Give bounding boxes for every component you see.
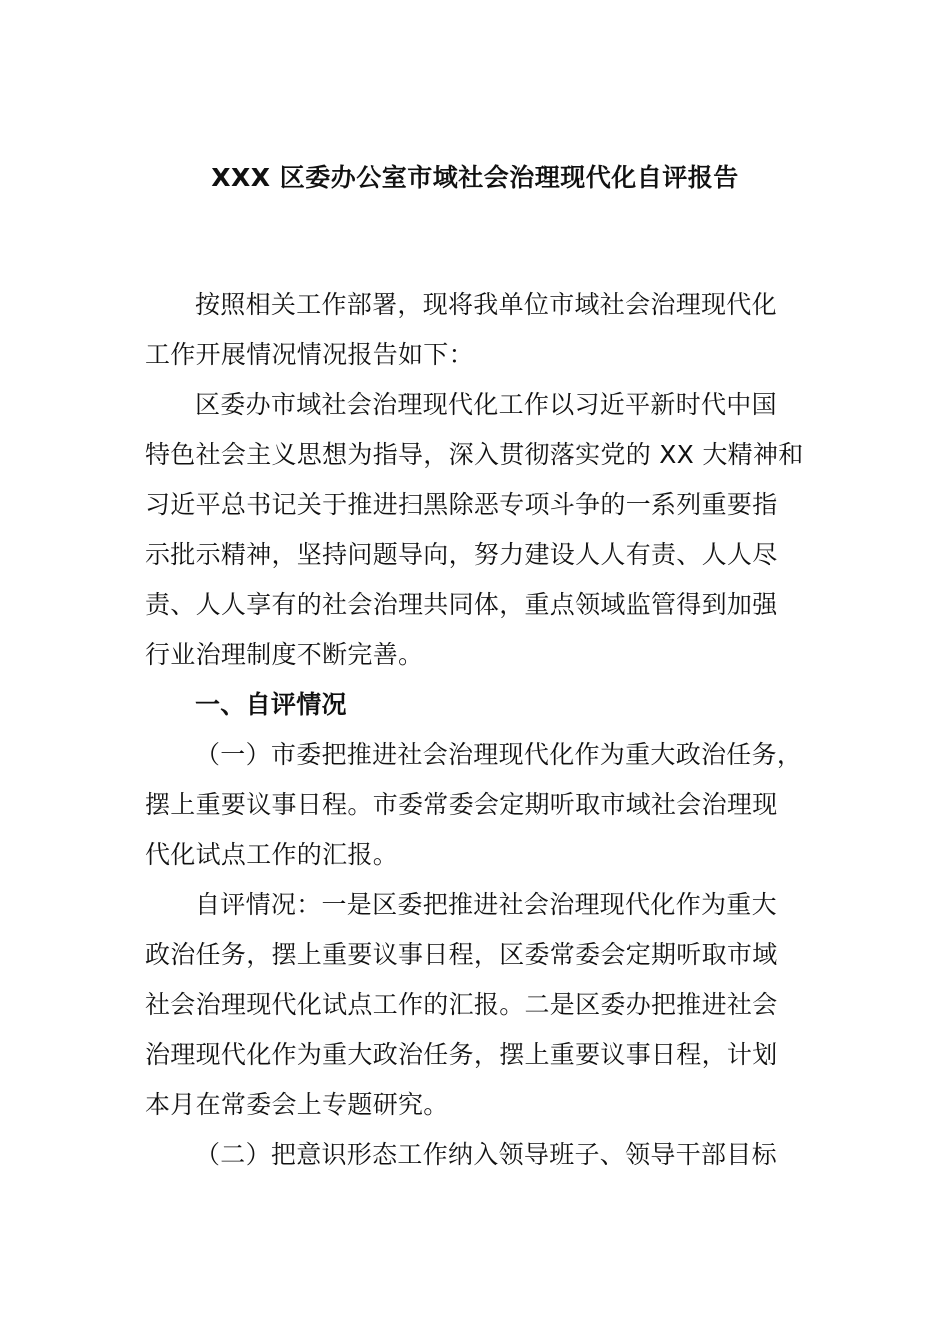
paragraph-line: 自评情况：一是区委把推进社会治理现代化作为重大 bbox=[195, 890, 777, 919]
section-heading: 一、自评情况 bbox=[195, 690, 347, 719]
paragraph-line: 责、人人享有的社会治理共同体，重点领域监管得到加强 bbox=[145, 590, 778, 619]
paragraph-line: 工作开展情况情况报告如下： bbox=[145, 340, 474, 369]
paragraph-line: 社会治理现代化试点工作的汇报。二是区委办把推进社会 bbox=[145, 990, 778, 1019]
paragraph-line: 示批示精神，坚持问题导向，努力建设人人有责、人人尽 bbox=[145, 540, 778, 569]
paragraph-line: 区委办市域社会治理现代化工作以习近平新时代中国 bbox=[195, 390, 777, 419]
paragraph-line: 按照相关工作部署，现将我单位市域社会治理现代化 bbox=[195, 290, 777, 319]
document-body bbox=[145, 280, 815, 1180]
paragraph-line: 本月在常委会上专题研究。 bbox=[145, 1090, 449, 1119]
document-title: XXX 区委办公室市域社会治理现代化自评报告 bbox=[211, 163, 739, 192]
paragraph-line: 政治任务，摆上重要议事日程，区委常委会定期听取市域 bbox=[145, 940, 778, 969]
paragraph-line: 代化试点工作的汇报。 bbox=[145, 840, 399, 869]
paragraph-line: （二）把意识形态工作纳入领导班子、领导干部目标 bbox=[195, 1140, 777, 1169]
paragraph-line: 习近平总书记关于推进扫黑除恶专项斗争的一系列重要指 bbox=[145, 490, 778, 519]
paragraph-line: 特色社会主义思想为指导，深入贯彻落实党的 XX 大精神和 bbox=[145, 440, 804, 469]
paragraph-line: 治理现代化作为重大政治任务，摆上重要议事日程，计划 bbox=[145, 1040, 778, 1069]
paragraph-line: （一）市委把推进社会治理现代化作为重大政治任务， bbox=[195, 740, 803, 769]
paragraph-line: 摆上重要议事日程。市委常委会定期听取市域社会治理现 bbox=[145, 790, 778, 819]
paragraph-line: 行业治理制度不断完善。 bbox=[145, 640, 424, 669]
